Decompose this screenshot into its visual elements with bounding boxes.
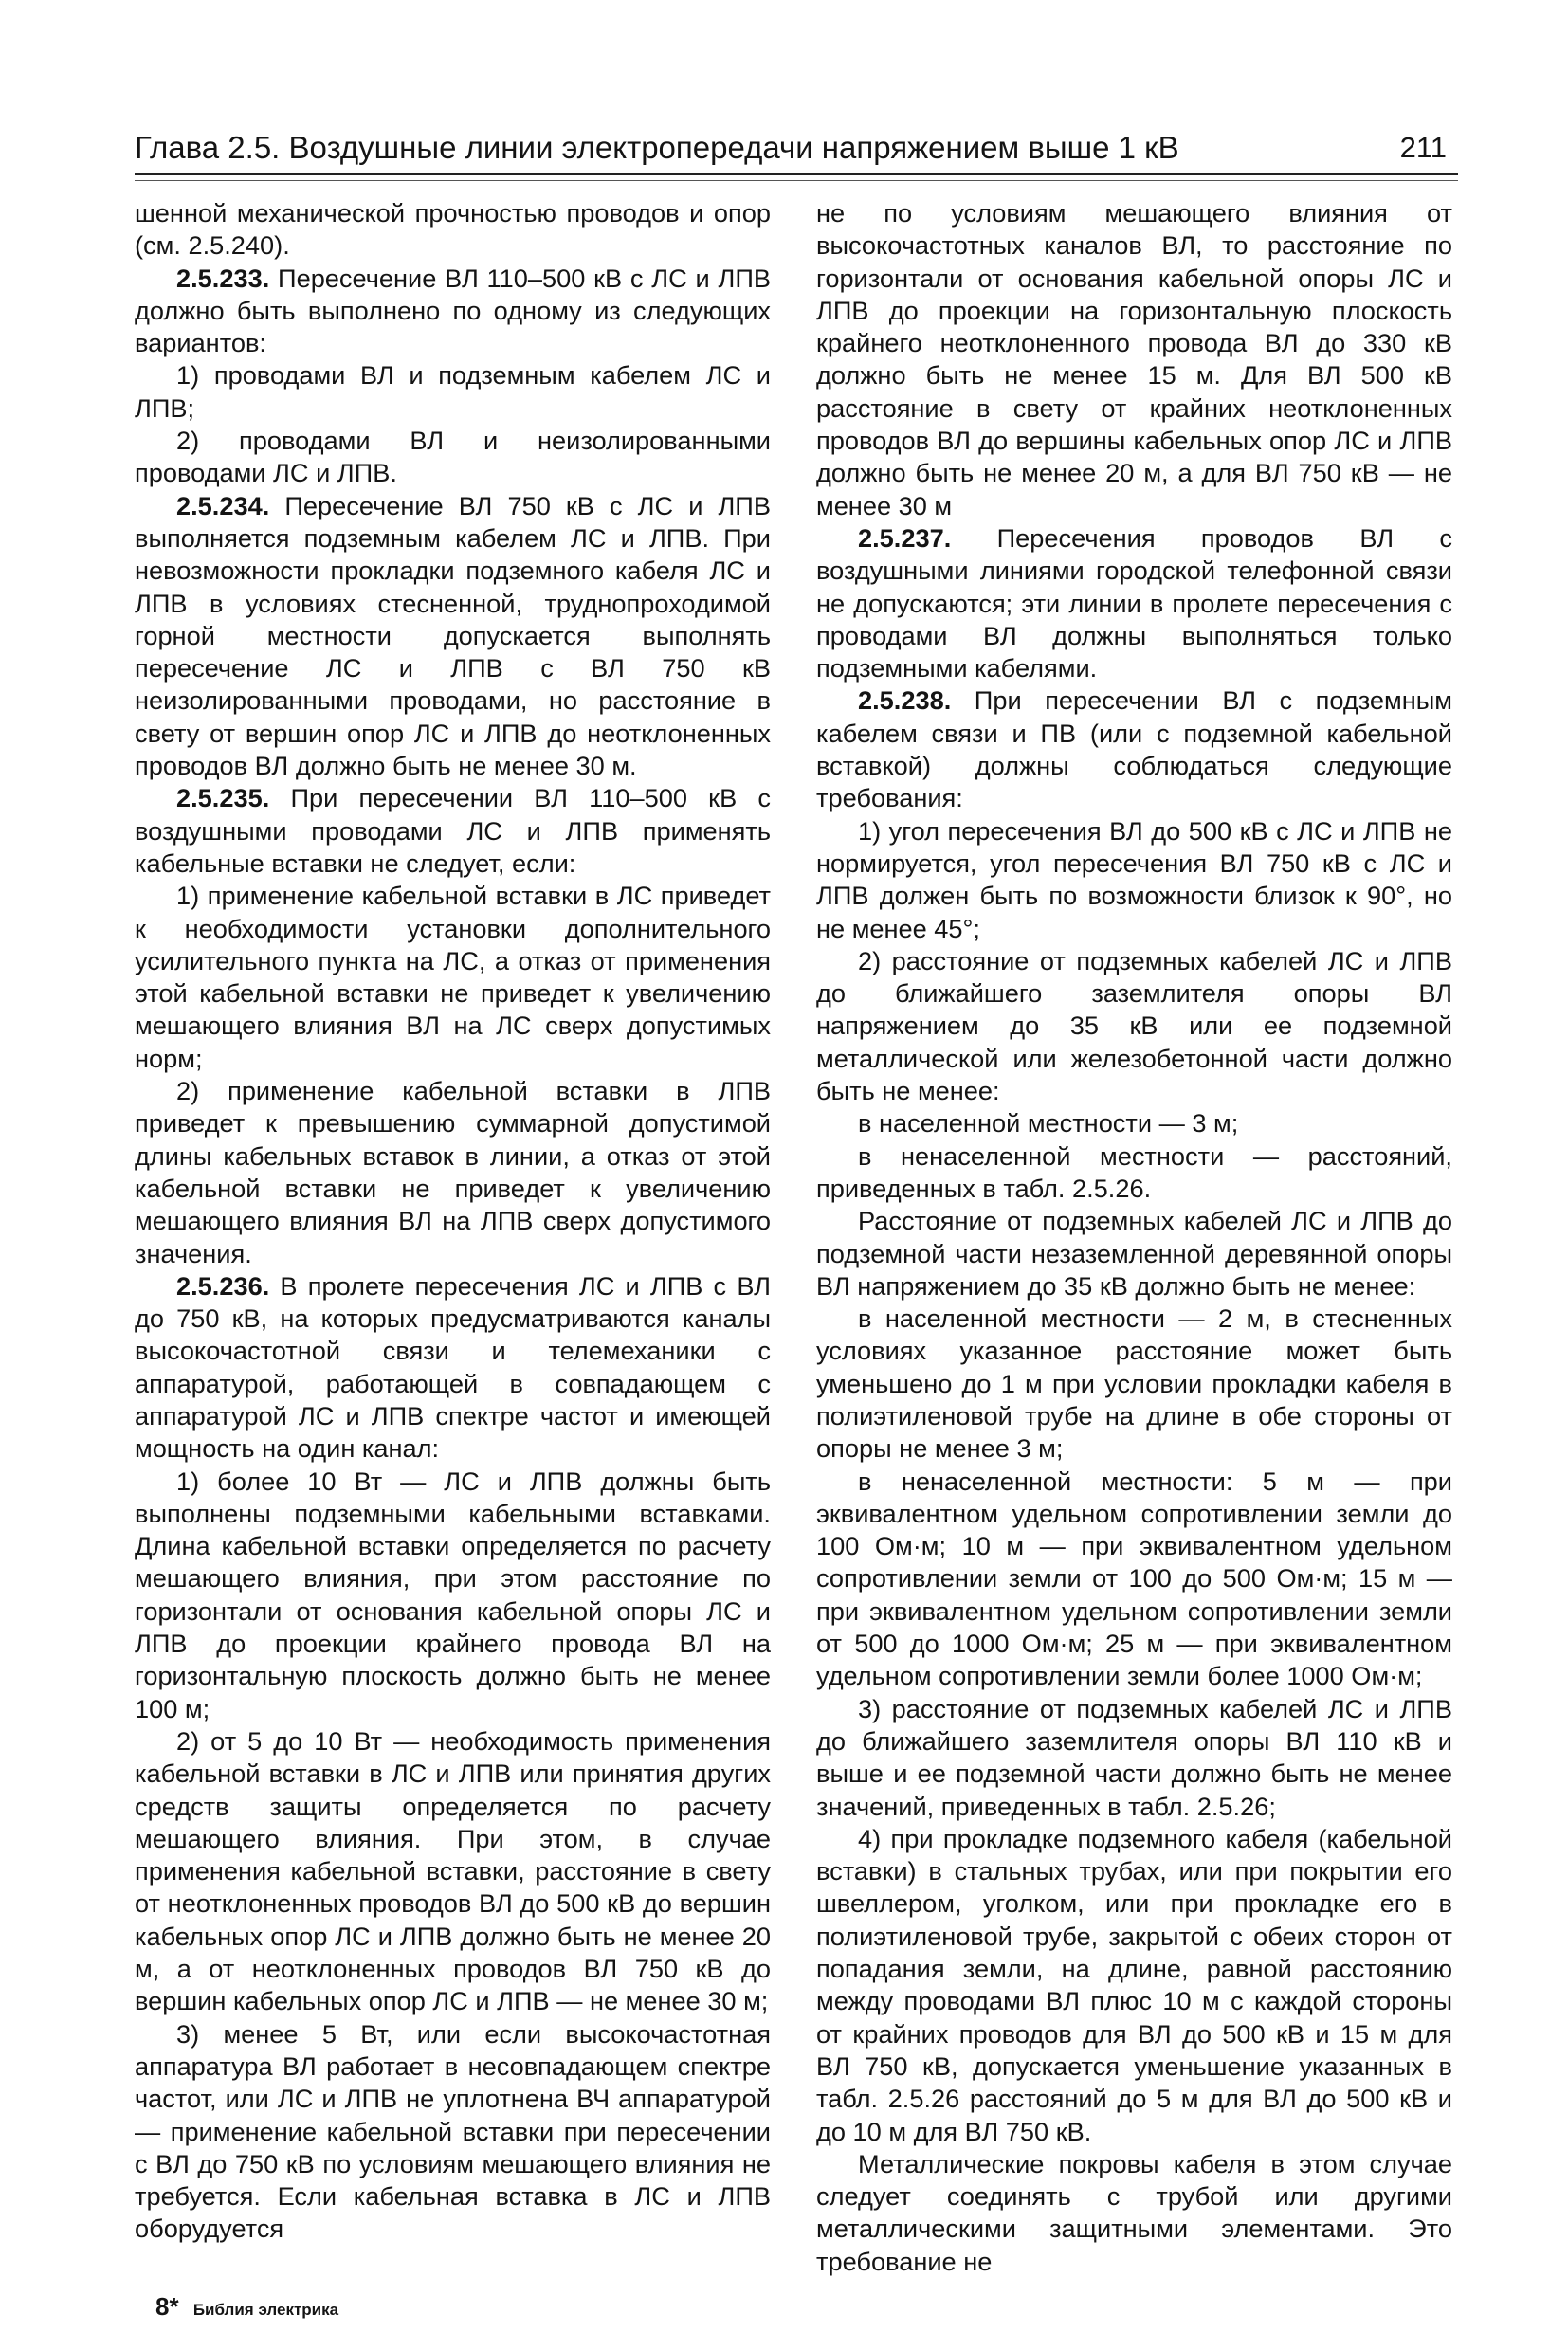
paragraph [816, 2148, 1452, 2278]
paragraph [135, 782, 771, 880]
paragraph-text: в ненаселенной местности: 5 м — при эквивалентном удельном сопротивлении земли до 100 Ом·м; 10 м — при эквивалентном удельном сопротивлении земли от 100 до 500 Ом·м; 15 м — при эквивалентном удельном сопротивлении земли от 500 до 1000 Ом·м; 25 м — при эквивалентном удельном сопротивлении земли более 1000 Ом·м; [816, 1466, 1452, 1691]
paragraph [816, 522, 1452, 684]
paragraph-text: Расстояние от подземных кабелей ЛС и ЛПВ до подземной части незаземленной деревянной опоры ВЛ напряжением до 35 кВ должно быть не менее: [816, 1206, 1452, 1301]
paragraph [135, 263, 771, 360]
paragraph-text: в населенной местности — 3 м; [858, 1108, 1239, 1139]
paragraph [135, 2018, 771, 2246]
clause-number: 2.5.235. [176, 783, 270, 813]
paragraph-text: 2) применение кабельной вставки в ЛПВ приведет к превышению суммарной допустимой длины кабельных вставок в линии, а отказ от этой кабельной вставки не приведет к увеличению мешающего влияния ВЛ на ЛПВ сверх допустимого значения. [135, 1076, 771, 1268]
clause-number: 2.5.234. [176, 490, 270, 520]
paragraph-text: 2) проводами ВЛ и неизолированными проводами ЛС и ЛПВ. [135, 426, 771, 488]
paragraph [816, 945, 1452, 1107]
paragraph [816, 197, 1452, 522]
paragraph [135, 425, 771, 490]
paragraph-text: 4) при прокладке подземного кабеля (кабельной вставки) в стальных трубах, или при покрытии его швеллером, уголком, или при прокладке его в полиэтиленовой трубе, закрытой с обеих сторон от попадания земли, на длине, равной расстоянию между проводами ВЛ плюс 10 м с каждой стороны от крайних проводов для ВЛ до 500 кВ и 15 м для ВЛ 750 кВ, допускается уменьшение указанных в табл. 2.5.26 расстояний до 5 м для ВЛ до 500 кВ и до 10 м для ВЛ 750 кВ. [816, 1823, 1452, 2146]
paragraph-text: В пролете пересечения ЛС и ЛПВ с ВЛ до 750 кВ, на которых предусматриваются каналы высокочастотной связи и телемеханики с аппаратурой, работающей в совпадающем с аппаратурой ЛС и ЛПВ спектре частот и имеющей мощность на один канал: [135, 1270, 771, 1464]
paragraph-text: в населенной местности — 2 м, в стесненных условиях указанное расстояние может быть уменьшено до 1 м при условии прокладки кабеля в полиэтиленовой трубе на длине в обе стороны от опоры не менее 3 м; [816, 1303, 1452, 1464]
paragraph [816, 1303, 1452, 1465]
paragraph-text: в ненаселенной местности — расстояний, приведенных в табл. 2.5.26. [816, 1140, 1452, 1203]
paragraph-text: 2) расстояние от подземных кабелей ЛС и ЛПВ до ближайшего заземлителя опоры ВЛ напряжением до 35 кВ или ее подземной металлической или железобетонной части должно быть не менее: [816, 945, 1452, 1106]
paragraph [135, 490, 771, 783]
running-header [135, 127, 1458, 169]
clause-number: 2.5.238. [858, 685, 952, 716]
paragraph-text: 3) менее 5 Вт, или если высокочастотная аппаратура ВЛ работает в несовпадающем спектре частот, или ЛС и ЛПВ не уплотнена ВЧ аппаратурой — применение кабельной вставки при пересечении с ВЛ до 750 кВ по условиям мешающего влияния не требуется. Если кабельная вставка в ЛС и ЛПВ оборудуется [135, 2018, 771, 2244]
paragraph [135, 1725, 771, 2018]
paragraph-text: 1) проводами ВЛ и подземным кабелем ЛС и ЛПВ; [135, 360, 771, 423]
paragraph-text: 1) применение кабельной вставки в ЛС приведет к необходимости установки дополнительного усилительного пункта на ЛС, а отказ от применения этой кабельной вставки не приведет к увеличению мешающего влияния ВЛ на ЛС сверх допустимых норм; [135, 881, 771, 1073]
paragraph [135, 1270, 771, 1466]
paragraph-text: Пересечения проводов ВЛ с воздушными линиями городской телефонной связи не допускаются; эти линии в пролете пересечения с проводами ВЛ должны выполняться только подземными кабелями. [816, 522, 1452, 683]
paragraph-text: Пересечение ВЛ 110–500 кВ с ЛС и ЛПВ должно быть выполнено по одному из следующих вариантов: [135, 263, 771, 358]
paragraph-text: не по условиям мешающего влияния от высокочастотных каналов ВЛ, то расстояние по горизонтали от основания кабельной опоры ЛС и ЛПВ до проекции на горизонтальную плоскость крайнего неотклоненного провода ВЛ до 330 кВ должно быть не менее 15 м. Для ВЛ 500 кВ расстояние в свету от крайних неотклоненных проводов ВЛ до вершины кабельных опор ЛС и ЛПВ должно быть не менее 20 м, а для ВЛ 750 кВ — не менее 30 м [816, 198, 1452, 520]
header-rule-thin [135, 180, 1458, 181]
paragraph [135, 359, 771, 425]
header-rule [135, 173, 1458, 175]
paragraph-text: Пересечение ВЛ 750 кВ с ЛС и ЛПВ выполняется подземным кабелем ЛС и ЛПВ. При невозможности прокладки подземного кабеля ЛС и ЛПВ в условиях стесненной, труднопроходимой горной местности допускается выполнять пересечение ЛС и ЛПВ с ВЛ 750 кВ неизолированными проводами, но расстояние в свету от вершин опор ЛС и ЛПВ до неотклоненных проводов ВЛ должно быть не менее 30 м. [135, 490, 771, 781]
paragraph [816, 684, 1452, 814]
paragraph [135, 1075, 771, 1270]
page-number: 211 [1399, 131, 1447, 164]
paragraph-text: 3) расстояние от подземных кабелей ЛС и ЛПВ до ближайшего заземлителя опоры ВЛ 110 кВ и выше и ее подземной части должно быть не менее значений, приведенных в табл. 2.5.26; [816, 1693, 1452, 1821]
clause-number: 2.5.237. [858, 522, 952, 553]
right-column [816, 197, 1452, 2278]
book-title: Библия электрика [192, 2301, 339, 2319]
paragraph [816, 815, 1452, 945]
clause-number: 2.5.233. [176, 263, 270, 293]
paragraph [135, 197, 771, 263]
paragraph [135, 880, 771, 1075]
paragraph [135, 1466, 771, 1725]
chapter-title: Глава 2.5. Воздушные линии электропередачи напряжением выше 1 кВ [135, 130, 1179, 165]
paragraph [816, 1823, 1452, 2148]
paragraph [816, 1693, 1452, 1823]
paragraph-text: 1) более 10 Вт — ЛС и ЛПВ должны быть выполнены подземными кабельными вставками. Длина кабельной вставки определяется по расчету мешающего влияния, при этом расстояние по горизонтали от основания кабельной опоры ЛС и ЛПВ до проекции крайнего провода ВЛ на горизонтальную плоскость должно быть не менее 100 м; [135, 1466, 771, 1723]
footer [155, 2292, 338, 2322]
paragraph-text: 2) от 5 до 10 Вт — необходимость применения кабельной вставки в ЛС и ЛПВ или принятия других средств защиты определяется по расчету мешающего влияния. При этом, в случае применения кабельной вставки, расстояние в свету от неотклоненных проводов ВЛ до 500 кВ до вершин кабельных опор ЛС и ЛПВ должно быть не менее 20 м, а от неотклоненных проводов ВЛ 750 кВ до вершин кабельных опор ЛС и ЛПВ — не менее 30 м; [135, 1725, 771, 2016]
paragraph-text: При пересечении ВЛ с подземным кабелем связи и ПВ (или с подземной кабельной вставкой) должны соблюдаться следующие требования: [816, 685, 1452, 813]
paragraph-text: Металлические покровы кабеля в этом случае следует соединять с трубой или другими металлическими защитными элементами. Это требование не [816, 2148, 1452, 2276]
paragraph [816, 1466, 1452, 1693]
signature-mark: 8* [155, 2292, 179, 2321]
paragraph-text: При пересечении ВЛ 110–500 кВ с воздушными проводами ЛС и ЛПВ применять кабельные вставки не следует, если: [135, 783, 771, 878]
paragraph [816, 1140, 1452, 1206]
paragraph [816, 1107, 1452, 1139]
paragraph-text: шенной механической прочностью проводов и опор (см. 2.5.240). [135, 198, 771, 261]
left-column [135, 197, 771, 2246]
paragraph-text: 1) угол пересечения ВЛ до 500 кВ с ЛС и ЛПВ не нормируется, угол пересечения ВЛ 750 кВ с ЛС и ЛПВ должен быть по возможности близок к 90°, но не менее 45°; [816, 815, 1452, 943]
paragraph [816, 1205, 1452, 1303]
clause-number: 2.5.236. [176, 1270, 270, 1301]
